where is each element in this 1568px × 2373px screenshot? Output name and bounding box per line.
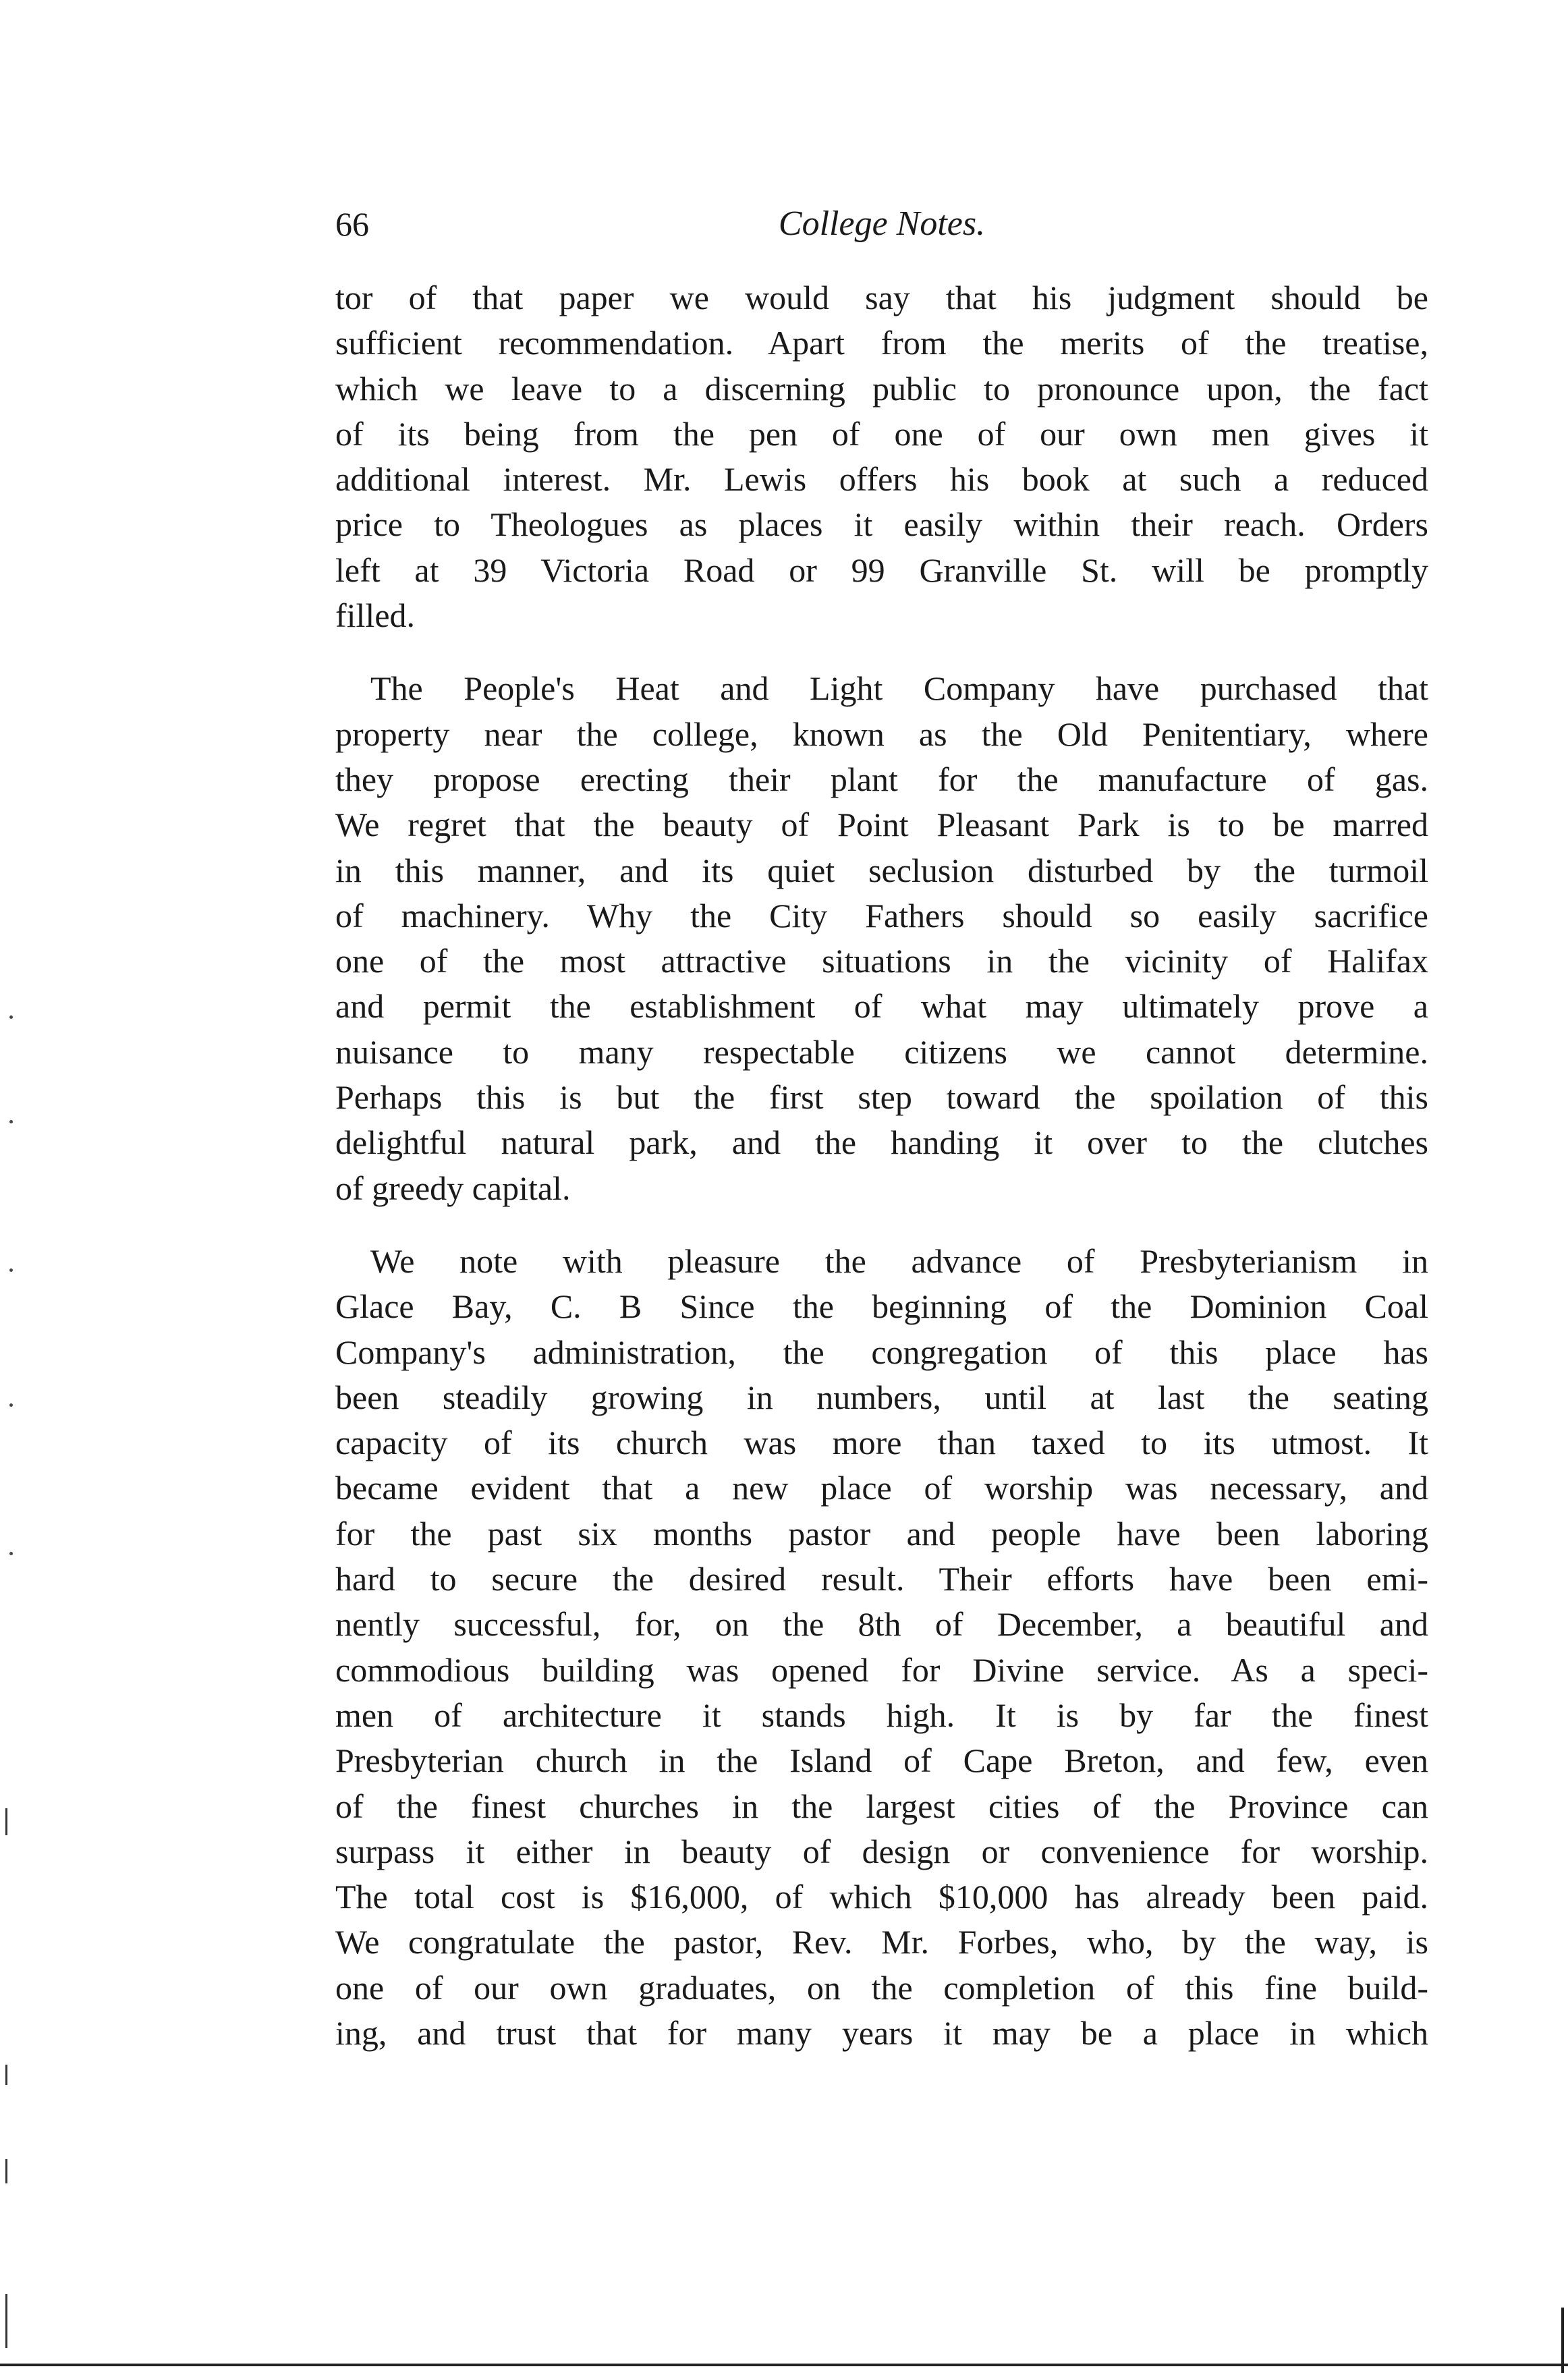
text-line: of greedy capital. xyxy=(335,1169,571,1207)
text-line: nently successful, for, on the 8th of December, a beautiful and xyxy=(335,1605,1428,1644)
text-line: The People's Heat and Light Company have purchased that xyxy=(370,669,1428,708)
text-line: price to Theologues as places it easily within their reach. Orders xyxy=(335,505,1428,544)
scan-speck xyxy=(9,1552,13,1555)
text-line: commodious building was opened for Divine service. As a speci- xyxy=(335,1650,1428,1689)
text-line: one of our own graduates, on the completion of this fine build- xyxy=(335,1968,1428,2007)
paragraph-1 xyxy=(335,275,1428,638)
text-line: which we leave to a discerning public to pronounce upon, the fact xyxy=(335,369,1428,408)
text-line: hard to secure the desired result. Their efforts have been emi- xyxy=(335,1560,1428,1598)
text-line: capacity of its church was more than taxed to its utmost. It xyxy=(335,1424,1428,1462)
text-line: men of architecture it stands high. It is by far the finest xyxy=(335,1696,1428,1734)
scan-speck xyxy=(9,1403,13,1407)
text-line: tor of that paper we would say that his judgment should be xyxy=(335,279,1428,316)
text-line: of its being from the pen of one of our own men gives it xyxy=(335,414,1428,453)
running-title: College Notes. xyxy=(778,204,986,243)
page-bottom-edge xyxy=(0,2364,1568,2366)
text-line: Glace Bay, C. B Since the beginning of the Dominion Coal xyxy=(335,1287,1428,1326)
text-line: been steadily growing in numbers, until at last the seating xyxy=(335,1378,1428,1416)
text-line: We note with pleasure the advance of Presbyterianism in xyxy=(370,1241,1428,1280)
text-line: of machinery. Why the City Fathers should so easily sacrifice xyxy=(335,896,1428,934)
text-line: filled. xyxy=(335,596,416,635)
scan-speck xyxy=(5,1808,7,1835)
text-line: ing, and trust that for many years it may be a place in which xyxy=(335,2013,1428,2052)
text-line: nuisance to many respectable citizens we cannot determine. xyxy=(335,1032,1428,1071)
text-line: in this manner, and its quiet seclusion disturbed by the turmoil xyxy=(335,851,1428,889)
paragraph-2 xyxy=(335,666,1428,1211)
paragraph-gap xyxy=(335,638,1428,666)
text-line: additional interest. Mr. Lewis offers his book at such a reduced xyxy=(335,460,1428,499)
text-line: The total cost is $16,000, of which $10,000 has already been paid. xyxy=(335,1878,1428,1916)
scan-speck xyxy=(9,1015,13,1019)
text-line: left at 39 Victoria Road or 99 Granville St. will be promptly xyxy=(335,551,1428,589)
text-line: surpass it either in beauty of design or convenience for worship. xyxy=(335,1832,1428,1870)
text-line: Company's administration, the congregation of this place has xyxy=(335,1333,1428,1371)
page-number: 66 xyxy=(335,205,369,243)
text-line: delightful natural park, and the handing it over to the clutches xyxy=(335,1123,1428,1162)
text-line: Presbyterian church in the Island of Cape Breton, and few, even xyxy=(335,1741,1428,1780)
scan-speck xyxy=(5,2065,7,2085)
text-line: We congratulate the pastor, Rev. Mr. Forbes, who, by the way, is xyxy=(335,1923,1428,1961)
text-line: for the past six months pastor and people have been laboring xyxy=(335,1514,1428,1553)
paragraph-3 xyxy=(335,1239,1428,2056)
text-line: sufficient recommendation. Apart from the merits of the treatise, xyxy=(335,324,1428,362)
paragraph-gap xyxy=(335,1211,1428,1239)
page-header xyxy=(335,197,1428,251)
text-line: became evident that a new place of worship was necessary, and xyxy=(335,1469,1428,1507)
text-line: they propose erecting their plant for the manufacture of gas. xyxy=(335,760,1428,798)
text-line: and permit the establishment of what may ultimately prove a xyxy=(335,987,1428,1026)
text-line: We regret that the beauty of Point Pleasant Park is to be marred xyxy=(335,806,1428,844)
scan-speck xyxy=(9,1268,13,1272)
body-text xyxy=(335,275,1428,2056)
text-line: property near the college, known as the Old Penitentiary, where xyxy=(335,715,1428,753)
text-line: of the finest churches in the largest cities of the Province can xyxy=(335,1787,1428,1825)
text-line: Perhaps this is but the first step toward the spoilation of this xyxy=(335,1078,1428,1117)
scan-speck xyxy=(9,1120,13,1123)
scan-speck xyxy=(5,2294,7,2348)
text-line: one of the most attractive situations in the vicinity of Halifax xyxy=(335,942,1428,980)
scan-speck xyxy=(5,2159,7,2183)
